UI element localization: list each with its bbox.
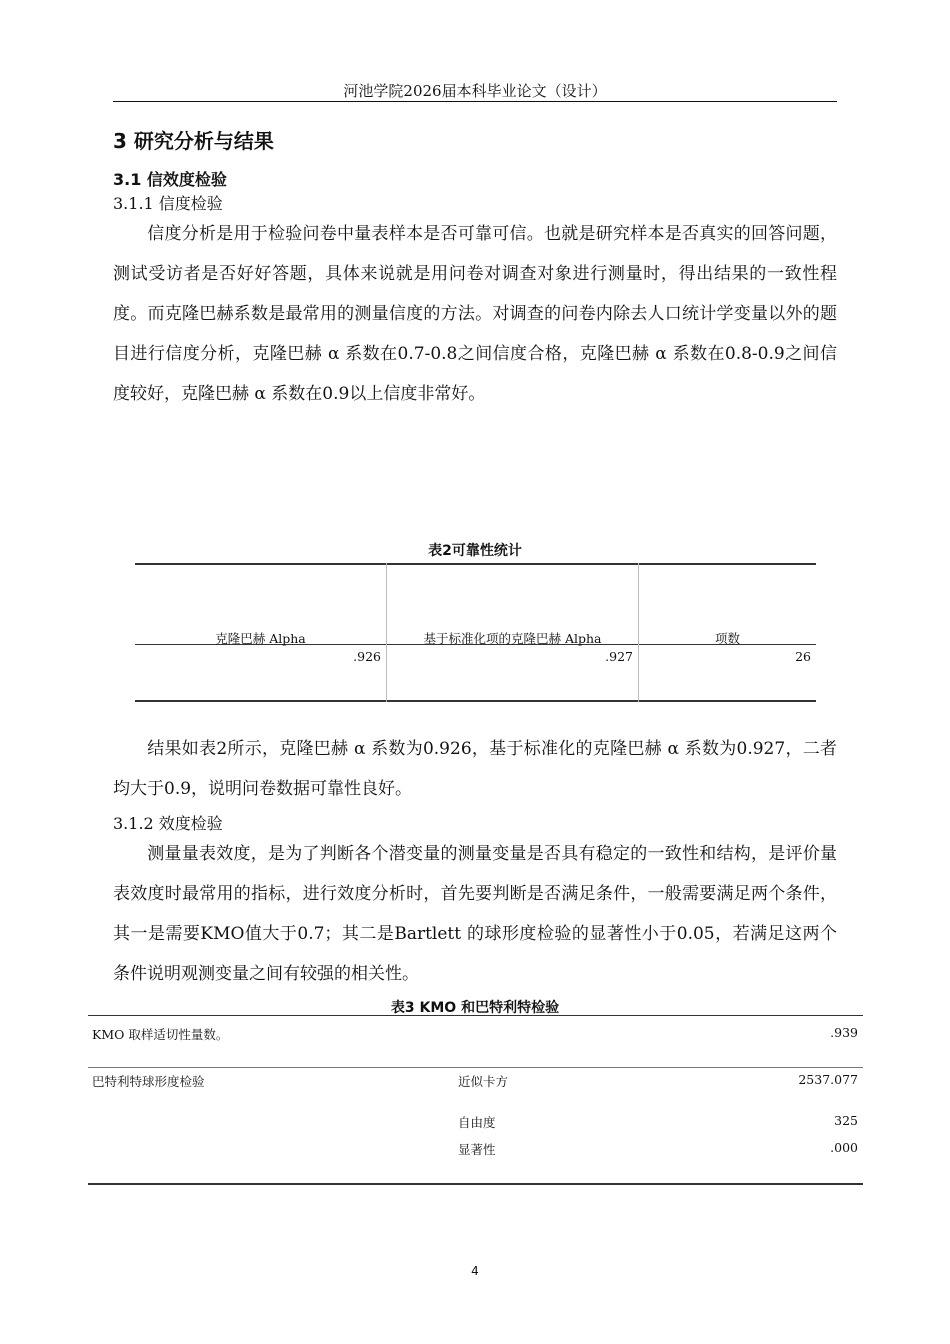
validity-text: 测量量表效度，是为了判断各个潜变量的测量变量是否具有稳定的一致性和结构，是评价量表效度时最常用的指标，进行效度分析时，首先要判断是否满足条件，一般需要满足两个条件，其一是需要KMO值大于0.7；其二是Bartlett 的球形度检验的显著性小于0.05，若满足这两个条件说明观测变量之间有较强的相关性。 bbox=[113, 844, 837, 984]
reliability-table bbox=[135, 563, 816, 702]
table3-bottom-rule bbox=[88, 1183, 863, 1185]
validity-paragraph bbox=[113, 834, 837, 994]
table2-caption: 表2可靠性统计 bbox=[428, 543, 522, 559]
subsection-heading: 3.1 信效度检验 bbox=[113, 170, 227, 189]
significance-label: 显著性 bbox=[458, 1142, 496, 1157]
chi-square-label: 近似卡方 bbox=[458, 1074, 509, 1089]
table2-header-alpha: 克隆巴赫 Alpha bbox=[215, 631, 306, 646]
chi-square-value: 2537.077 bbox=[798, 1072, 858, 1087]
reliability-paragraph bbox=[113, 214, 837, 414]
table3-caption: 表3 KMO 和巴特利特检验 bbox=[390, 1000, 560, 1016]
result-paragraph bbox=[113, 729, 837, 809]
header-rule bbox=[113, 101, 837, 102]
page-number: 4 bbox=[471, 1264, 479, 1278]
kmo-value: .939 bbox=[830, 1025, 858, 1040]
reliability-text: 信度分析是用于检验问卷中量表样本是否可靠可信。也就是研究样本是否真实的回答问题，测试受访者是否好好答题，具体来说就是用问卷对调查对象进行测量时，得出结果的一致性程度。而克隆巴赫系数是最常用的测量信度的方法。对调查的问卷内除去人口统计学变量以外的题目进行信度分析，克隆巴赫 α 系数在0.7-0.8之间信度合格，克隆巴赫 α 系数在0.8-0.9之间信度较好，克隆巴赫 α 系数在0.9以上信度非常好。 bbox=[113, 224, 837, 404]
kmo-label: KMO 取样适切性量数。 bbox=[92, 1027, 229, 1042]
section-heading: 3 研究分析与结果 bbox=[113, 129, 274, 153]
table2-value-alpha: .926 bbox=[353, 649, 381, 664]
bartlett-label: 巴特利特球形度检验 bbox=[92, 1074, 205, 1089]
significance-value: .000 bbox=[830, 1140, 858, 1155]
validity-heading: 3.1.2 效度检验 bbox=[113, 814, 223, 833]
table2-header-items: 项数 bbox=[714, 631, 740, 646]
table2-value-items: 26 bbox=[795, 649, 811, 664]
kmo-bartlett-table bbox=[88, 1015, 863, 1187]
df-label: 自由度 bbox=[458, 1115, 496, 1130]
table3-mid-rule bbox=[88, 1067, 863, 1068]
table3-top-rule bbox=[88, 1015, 863, 1016]
table2-bottom-rule bbox=[135, 700, 816, 702]
df-value: 325 bbox=[834, 1113, 858, 1128]
table2-value-std-alpha: .927 bbox=[605, 649, 633, 664]
table2-header-std-alpha: 基于标准化项的克隆巴赫 Alpha bbox=[423, 631, 602, 646]
result-text: 结果如表2所示，克隆巴赫 α 系数为0.926，基于标准化的克隆巴赫 α 系数为0.927，二者均大于0.9，说明问卷数据可靠性良好。 bbox=[113, 739, 837, 799]
table2-top-rule bbox=[135, 563, 816, 565]
running-header: 河池学院2026届本科毕业论文（设计） bbox=[343, 82, 607, 100]
reliability-heading: 3.1.1 信度检验 bbox=[113, 194, 223, 213]
